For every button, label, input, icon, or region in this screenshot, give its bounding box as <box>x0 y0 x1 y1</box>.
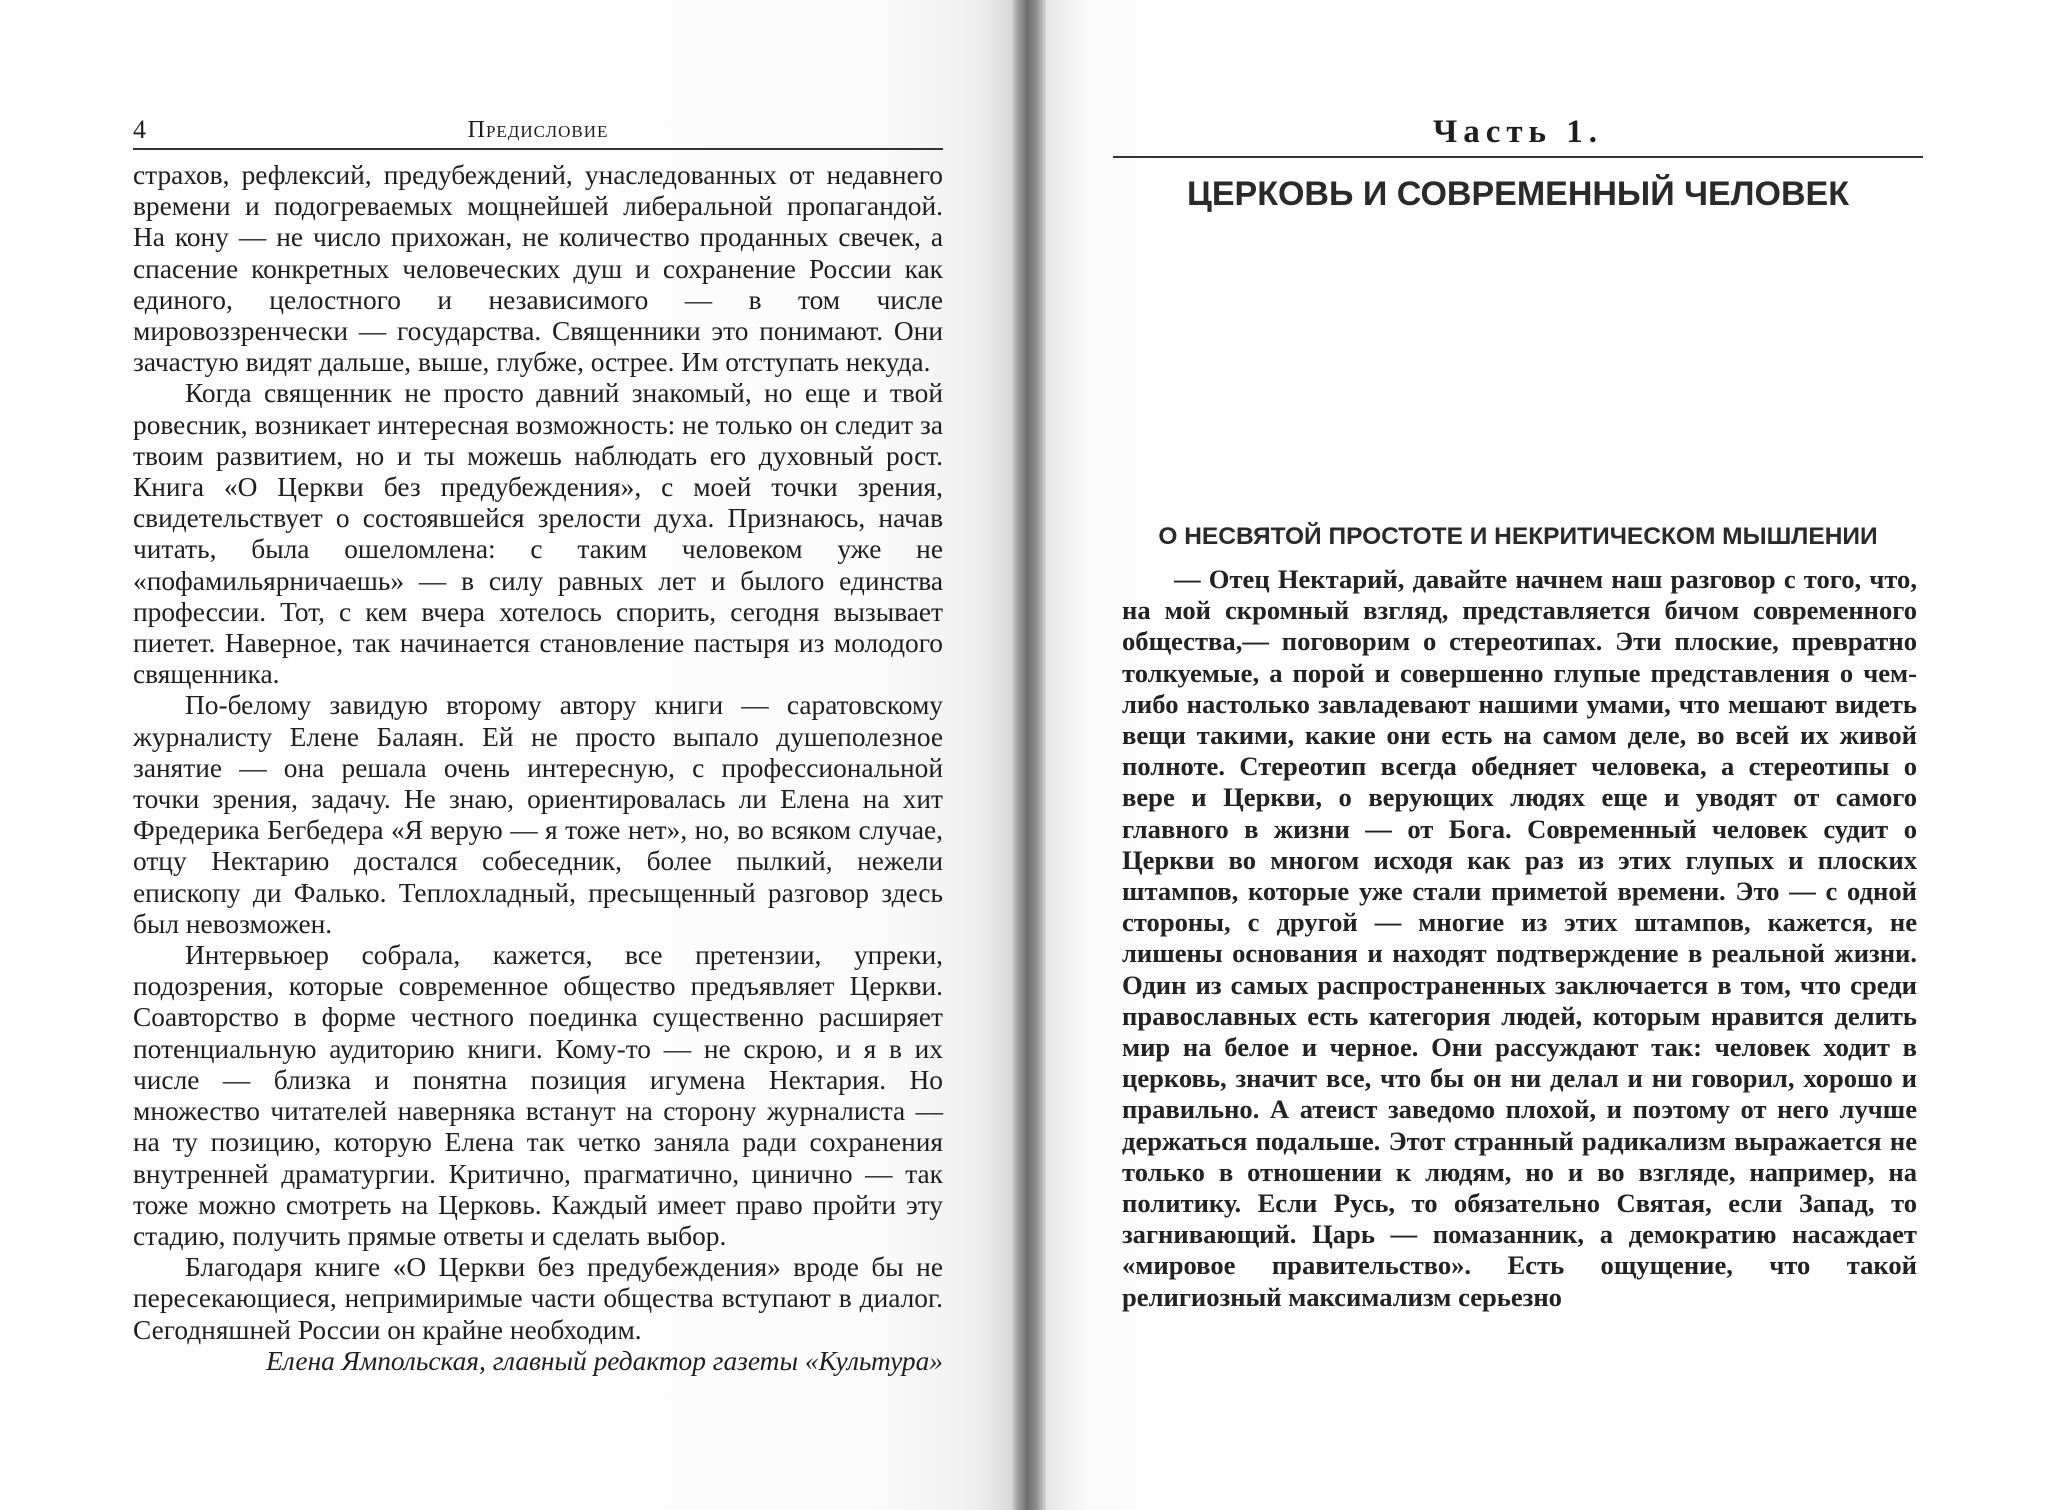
signature: Елена Ямпольская, главный редактор газеты «Культура» <box>266 1345 943 1376</box>
running-head-title: Предисловие <box>467 117 609 143</box>
section-heading: О НЕСВЯТОЙ ПРОСТОТЕ И НЕКРИТИЧЕСКОМ МЫШЛЕНИИ <box>1158 523 1878 550</box>
paragraph: Благодаря книге «О Церкви без предубеждения» вроде бы не пересекающиеся, непримиримые части общества вступают в диалог. Сегодняшней России он крайне необходим. <box>133 1252 943 1345</box>
running-head <box>133 112 943 150</box>
paragraph: По-белому завидую второму автору книги — саратовскому журналисту Елене Балаян. Ей не просто выпало душеполезное занятие — она решала очень интересную, с профессиональной точки зрения, задачу. Не знаю, ориентировалась ли Елена на хит Фредерика Бегбедера «Я верую — я тоже нет», но, во всяком случае, отцу Нектарию достался собеседник, более пылкий, нежели епископу ди Фалько. Теплохладный, пресыщенный разговор здесь был невозможен. <box>133 690 943 939</box>
right-page-text <box>1122 564 1917 1313</box>
part-title: ЦЕРКОВЬ И СОВРЕМЕННЫЙ ЧЕЛОВЕК <box>1187 175 1849 213</box>
part-label: Часть 1. <box>1113 112 1923 158</box>
left-page-text <box>133 160 943 1377</box>
paragraph: страхов, рефлексий, предубеждений, унаследованных от недавнего времени и подогреваемых мощнейшей либеральной пропагандой. На кону — не число прихожан, не количество проданных свечек, а спасение конкретных человеческих душ и сохранение России как единого, целостного и независимого — в том числе мировоззренчески — государства. Священники это понимают. Они зачастую видят дальше, выше, глубже, острее. Им отступать некуда. <box>133 160 943 378</box>
paragraph: Когда священник не просто давний знакомый, но еще и твой ровесник, возникает интересная возможность: не только он следит за твоим развитием, но и ты можешь наблюдать его духовный рост. Книга «О Церкви без предубеждения», с моей точки зрения, свидетельствует о состоявшейся зрелости духа. Признаюсь, начав читать, была ошеломлена: с таким человеком уже не «пофамильярничаешь» — в силу равных лет и былого единства профессии. Тот, с кем вчера хотелось спорить, сегодня вызывает пиетет. Наверное, так начинается становление пастыря из молодого священника. <box>133 378 943 690</box>
paragraph: Интервьюер собрала, кажется, все претензии, упреки, подозрения, которые современное общество предъявляет Церкви. Соавторство в форме честного поединка существенно расширяет потенциальную аудиторию книги. Кому-то — не скрою, и я в их числе — близка и понятна позиция игумена Нектария. Но множество читателей наверняка встанут на сторону журналиста — на ту позицию, которую Елена так четко заняла ради сохранения внутренней драматургии. Критично, прагматично, цинично — так тоже можно смотреть на Церковь. Каждый имеет право пройти эту стадию, получить прямые ответы и сделать выбор. <box>133 940 943 1251</box>
page-number: 4 <box>133 115 146 144</box>
book-gutter <box>1012 0 1046 1510</box>
paragraph: — Отец Нектарий, давайте начнем наш разговор с того, что, на мой скромный взгляд, представляется бичом современного общества,— поговорим о стереотипах. Эти плоские, превратно толкуемые, а порой и совершенно глупые представления о чем-либо настолько завладевают нашими умами, что мешают видеть вещи такими, какие они есть на самом деле, во всей их живой полноте. Стереотип всегда обедняет человека, а стереотипы о вере и Церкви, о верующих людях еще и уводят от самого главного в жизни — от Бога. Современный человек судит о Церкви во многом исходя как раз из этих глупых и плоских штампов, которые уже стали приметой времени. Это — с одной стороны, с другой — многие из этих штампов, кажется, не лишены основания и находят подтверждение в реальной жизни. Один из самых распространенных заключается в том, что среди православных есть категория людей, которым нравится делить мир на белое и черное. Они рассуждают так: человек ходит в церковь, значит все, что бы он ни делал и ни говорил, хорошо и правильно. А атеист заведомо плохой, и поэтому от него лучше держаться подальше. Этот странный радикализм выражается не только в отношении к людям, но и во взгляде, например, на политику. Если Русь, то обязательно Святая, если Запад, то загнивающий. Царь — помазанник, а демократию насаждает «мировое правительство». Есть ощущение, что такой религиозный максимализм серьезно <box>1122 564 1917 1312</box>
